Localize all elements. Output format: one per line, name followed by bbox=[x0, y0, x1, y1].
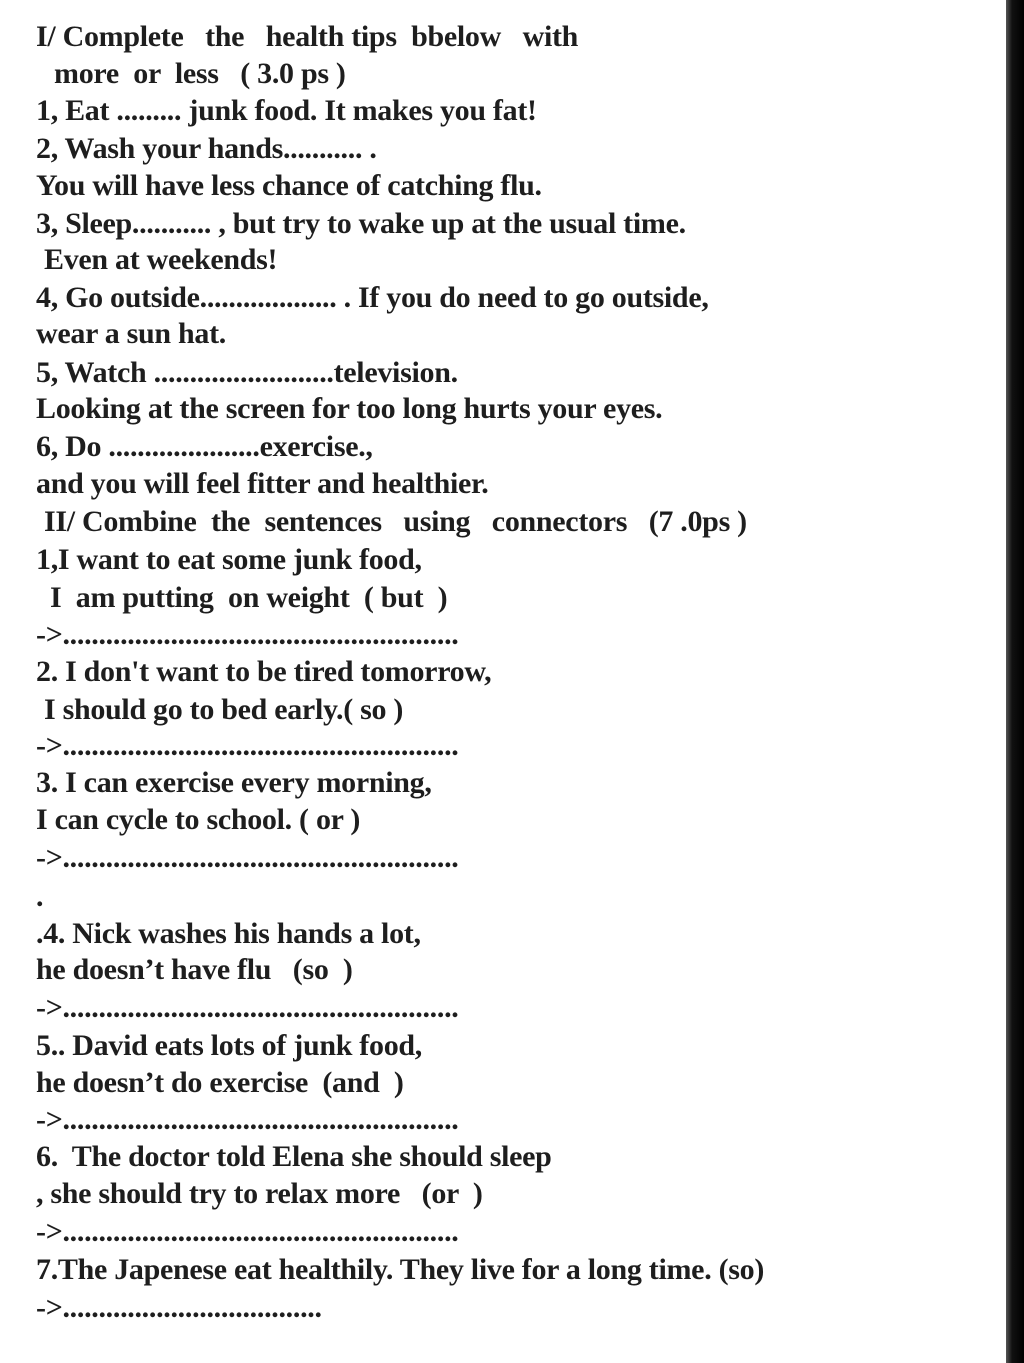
part1-item-1: 1, Eat ......... junk food. It makes you fat! bbox=[36, 94, 537, 127]
part2-item-6-line2: , she should try to relax more (or ) bbox=[36, 1177, 483, 1210]
part1-item-2-line2: You will have less chance of catching flu. bbox=[36, 169, 542, 202]
part2-item-7-line1: 7.The Japenese eat healthily. They live for a long time. (so) bbox=[36, 1253, 765, 1286]
part2-item-3-line2: I can cycle to school. ( or ) bbox=[36, 803, 361, 836]
part1-item-3-line2: Even at weekends! bbox=[44, 243, 278, 276]
part1-item-4-line1: 4, Go outside................... . If you do need to go outside, bbox=[36, 281, 709, 314]
part1-item-6-line1: 6, Do .....................exercise., bbox=[36, 430, 373, 463]
part2-item-6-answer: ->....................................................... bbox=[36, 1215, 459, 1248]
part1-item-4-line2: wear a sun hat. bbox=[36, 317, 226, 350]
part2-heading: II/ Combine the sentences using connectors (7 .0ps ) bbox=[44, 505, 747, 538]
part1-item-3-line1: 3, Sleep........... , but try to wake up at the usual time. bbox=[36, 207, 686, 240]
part2-item-6-line1: 6. The doctor told Elena she should sleep bbox=[36, 1140, 552, 1173]
part2-item-5-line1: 5.. David eats lots of junk food, bbox=[36, 1029, 422, 1062]
part2-item-1-answer: ->....................................................... bbox=[36, 618, 459, 651]
part2-item-5-line2: he doesn’t do exercise (and ) bbox=[36, 1066, 404, 1099]
part2-item-3-answer: ->....................................................... bbox=[36, 841, 459, 874]
part1-item-2-line1: 2, Wash your hands........... . bbox=[36, 132, 377, 165]
page-right-edge-shadow bbox=[1006, 0, 1024, 1363]
part2-item-7-answer: ->.................................... bbox=[36, 1291, 322, 1324]
part2-item-5-answer: ->....................................................... bbox=[36, 1103, 459, 1136]
part2-item-4-line2: he doesn’t have flu (so ) bbox=[36, 953, 353, 986]
part2-item-4-answer: ->....................................................... bbox=[36, 991, 459, 1024]
part1-item-6-line2: and you will feel fitter and healthier. bbox=[36, 467, 489, 500]
part2-item-1-line1: 1,I want to eat some junk food, bbox=[36, 543, 422, 576]
part1-item-5-line2: Looking at the screen for too long hurts your eyes. bbox=[36, 392, 663, 425]
part1-heading-line2: more or less ( 3.0 ps ) bbox=[54, 57, 346, 90]
part1-item-5-line1: 5, Watch .........................television. bbox=[36, 356, 458, 389]
part2-item-1-line2: I am putting on weight ( but ) bbox=[50, 581, 448, 614]
part2-item-4-line1: .4. Nick washes his hands a lot, bbox=[36, 917, 421, 950]
part2-item-2-line2: I should go to bed early.( so ) bbox=[44, 693, 404, 726]
part2-item-3-line1: 3. I can exercise every morning, bbox=[36, 766, 432, 799]
part1-heading-line1: I/ Complete the health tips bbelow with bbox=[36, 20, 579, 53]
part2-item-3-stray-dot: . bbox=[36, 880, 44, 913]
part2-item-2-answer: ->....................................................... bbox=[36, 729, 459, 762]
part2-item-2-line1: 2. I don't want to be tired tomorrow, bbox=[36, 655, 492, 688]
